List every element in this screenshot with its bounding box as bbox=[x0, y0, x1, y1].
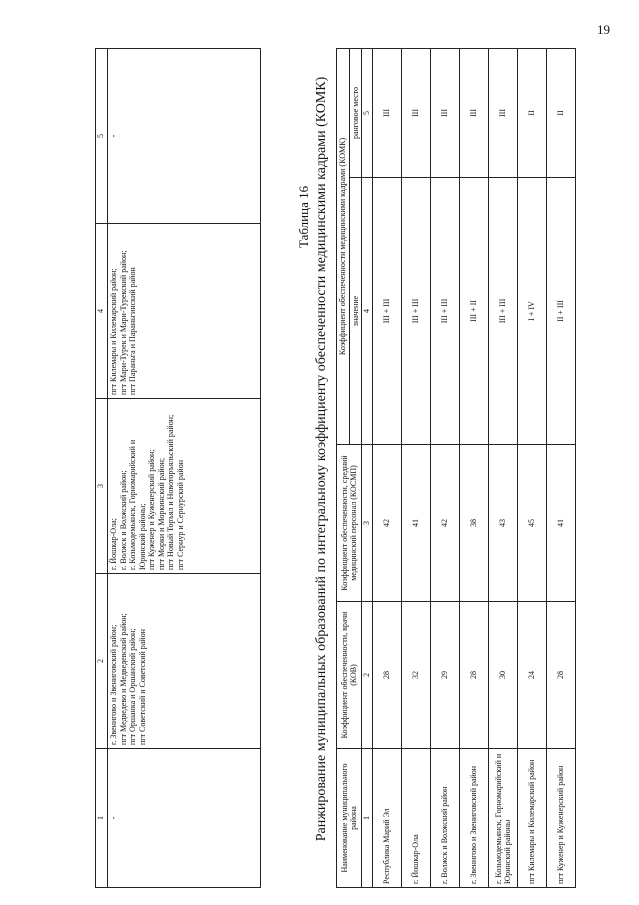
table-title: Ранжирование муниципальных образований по интегральному коэффициенту обеспеченности медицинскими кадрами (КОМК) bbox=[314, 76, 329, 842]
header-komk: Коэффициент обеспеченности медицинскими кадрами (КОМК) bbox=[337, 49, 350, 445]
row-kosmp: 41 bbox=[402, 445, 431, 602]
row-rank: II bbox=[547, 49, 576, 178]
table-row bbox=[489, 49, 518, 888]
ranking-table bbox=[336, 48, 576, 888]
table-row bbox=[518, 49, 547, 888]
header-row bbox=[337, 49, 350, 888]
table-row bbox=[373, 49, 402, 888]
row-name: г. Йошкар-Ола bbox=[402, 749, 431, 888]
row-kov: 32 bbox=[402, 602, 431, 749]
row-kov: 30 bbox=[489, 602, 518, 749]
row-kosmp: 42 bbox=[431, 445, 460, 602]
row-value: I + IV bbox=[518, 178, 547, 445]
cell: г. Йошкар-Ола; г. Волжск и Волжский район; г. Козьмодемьянск, Горномарийский и Юринский районы; пгт Куженер и Куженерский район; пгт Морки и Моркинский район; пгт Новый Торъял и Новоторъяльский район; пгт Сернур и Сернурский район bbox=[108, 399, 261, 574]
col-number: 1 bbox=[362, 749, 373, 888]
row-value: III + III bbox=[431, 178, 460, 445]
col-number: 2 bbox=[362, 602, 373, 749]
rotated-content bbox=[60, 28, 620, 888]
header-rank: ранговое место bbox=[349, 49, 362, 178]
cell: - bbox=[108, 749, 261, 888]
row-name: г. Волжск и Волжский район bbox=[431, 749, 460, 888]
col-number: 4 bbox=[362, 178, 373, 445]
cell: пгт Килемары и Килемарский район; пгт Мари-Турек и Мари-Турекский район; пгт Параньга и Параньгинский район bbox=[108, 224, 261, 399]
row-kosmp: 45 bbox=[518, 445, 547, 602]
column-number-row bbox=[96, 49, 108, 888]
header-kov: Коэффициент обеспеченности, врачи (КОВ) bbox=[337, 602, 362, 749]
row-value: III + III bbox=[489, 178, 518, 445]
row-kov: 29 bbox=[431, 602, 460, 749]
col-number: 5 bbox=[96, 49, 108, 224]
table-row bbox=[402, 49, 431, 888]
row-value: III + III bbox=[402, 178, 431, 445]
row-rank: II bbox=[518, 49, 547, 178]
row-rank: III bbox=[402, 49, 431, 178]
row-kov: 28 bbox=[373, 602, 402, 749]
row-kosmp: 42 bbox=[373, 445, 402, 602]
row-rank: III bbox=[373, 49, 402, 178]
row-rank: III bbox=[489, 49, 518, 178]
col-number: 2 bbox=[96, 574, 108, 749]
col-number: 4 bbox=[96, 224, 108, 399]
header-name: Наименование муниципального района bbox=[337, 749, 362, 888]
row-kov: 24 bbox=[518, 602, 547, 749]
cell: г. Звенигово и Звениговский район; пгт Медведево и Медведевский район; пгт Оршанка и Оршанский район; пгт Советский и Советский район bbox=[108, 574, 261, 749]
column-number-row bbox=[362, 49, 373, 888]
row-name: Республика Марий Эл bbox=[373, 749, 402, 888]
table-row bbox=[431, 49, 460, 888]
col-number: 1 bbox=[96, 749, 108, 888]
col-number: 3 bbox=[362, 445, 373, 602]
row-value: III + III bbox=[373, 178, 402, 445]
table-row bbox=[460, 49, 489, 888]
row-name: пгт Килемары и Килемарский район bbox=[518, 749, 547, 888]
cell: - bbox=[108, 49, 261, 224]
row-kov: 28 bbox=[547, 602, 576, 749]
row-name: г. Козьмодемьянск, Горномарийский и Юринский районы bbox=[489, 749, 518, 888]
col-number: 5 bbox=[362, 49, 373, 178]
continuation-table bbox=[95, 48, 261, 888]
row-value: III + II bbox=[460, 178, 489, 445]
row-kosmp: 41 bbox=[547, 445, 576, 602]
row-rank: III bbox=[460, 49, 489, 178]
row-kosmp: 38 bbox=[460, 445, 489, 602]
row-kov: 28 bbox=[460, 602, 489, 749]
row-rank: III bbox=[431, 49, 460, 178]
table-label: Таблица 16 bbox=[296, 185, 311, 248]
row-kosmp: 43 bbox=[489, 445, 518, 602]
row-value: II + III bbox=[547, 178, 576, 445]
row-name: г. Звенигово и Звениговский район bbox=[460, 749, 489, 888]
row-name: пгт Куженер и Куженерский район bbox=[547, 749, 576, 888]
table-row bbox=[108, 49, 261, 888]
page-number: 19 bbox=[597, 22, 610, 37]
col-number: 3 bbox=[96, 399, 108, 574]
header-value: значение bbox=[349, 178, 362, 445]
table-row bbox=[547, 49, 576, 888]
header-kosmp: Коэффициент обеспеченности, средний медицинский персонал (КОСМП) bbox=[337, 445, 362, 602]
